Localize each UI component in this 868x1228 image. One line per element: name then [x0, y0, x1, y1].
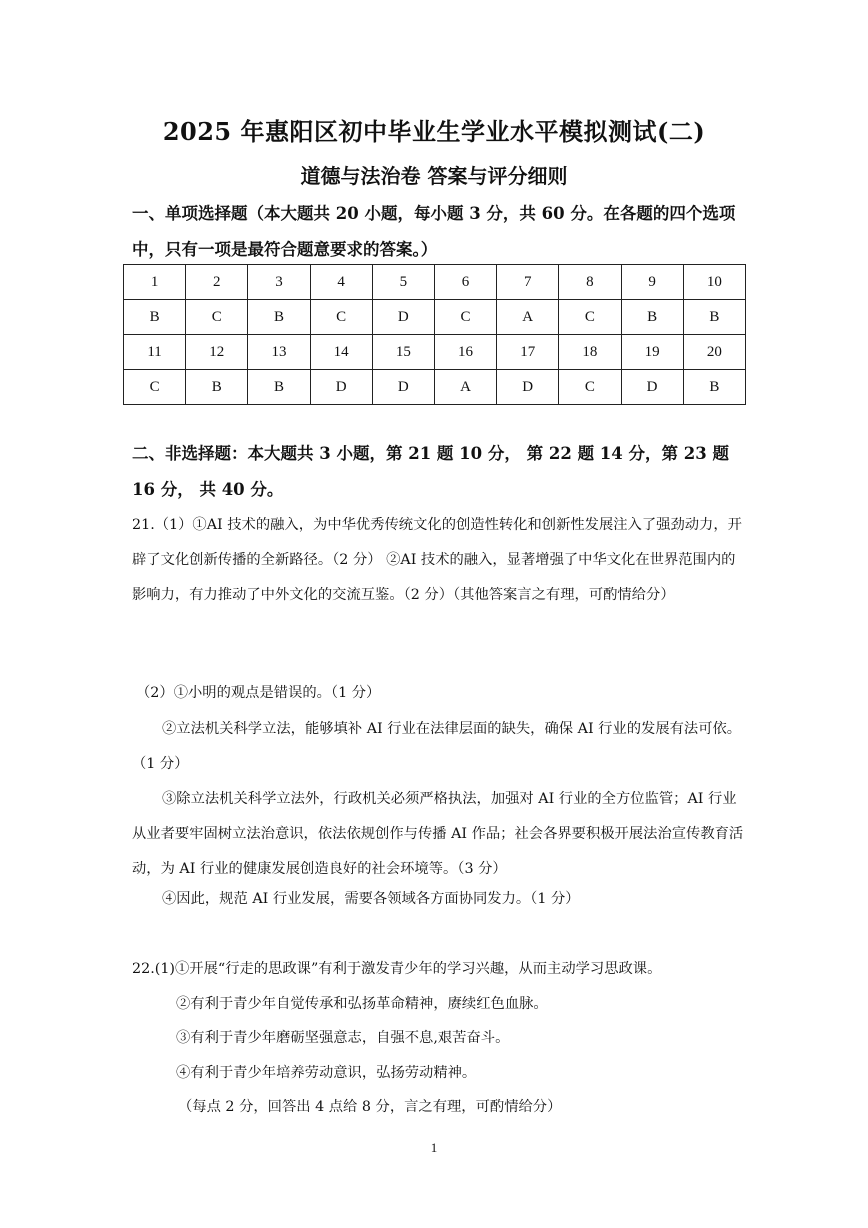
- question-number-cell: 19: [621, 335, 683, 370]
- answer-cell: C: [559, 370, 621, 405]
- question-number-cell: 16: [434, 335, 496, 370]
- section1-heading: 一、单项选择题（本大题共 20 小题，每小题 3 分，共 60 分。在各题的四个选项中，只有一项是最符合题意要求的答案。）: [132, 204, 736, 259]
- answer-cell: B: [124, 300, 186, 335]
- question-number-cell: 14: [310, 335, 372, 370]
- q22-line3: ③有利于青少年磨砺坚强意志，自强不息,艰苦奋斗。: [176, 1030, 510, 1046]
- question-number-cell: 13: [248, 335, 310, 370]
- q21-part2-b: ②立法机关科学立法，能够填补 AI 行业在法律层面的缺失，确保 AI 行业的发展有法可依。（1 分）: [132, 721, 742, 772]
- answer-cell: A: [497, 300, 559, 335]
- question-number-cell: 5: [372, 265, 434, 300]
- answer-cell: C: [124, 370, 186, 405]
- page-title: 2025 年惠阳区初中毕业生学业水平模拟测试(二): [162, 117, 706, 146]
- answer-cell: C: [186, 300, 248, 335]
- answer-cell: D: [372, 300, 434, 335]
- q22-line1: 22.(1)①开展“行走的思政课”有利于激发青少年的学习兴趣，从而主动学习思政课。: [132, 961, 662, 977]
- answer-cell: D: [621, 370, 683, 405]
- question-number-cell: 4: [310, 265, 372, 300]
- q22-scoring-note: （每点 2 分，回答出 4 点给 8 分，言之有理，可酌情给分）: [178, 1099, 562, 1115]
- answer-cell: B: [683, 300, 745, 335]
- question-number-cell: 8: [559, 265, 621, 300]
- answer-cell: C: [310, 300, 372, 335]
- page-subtitle: 道德与法治卷 答案与评分细则: [300, 164, 568, 188]
- q21-part2-d: ④因此，规范 AI 行业发展，需要各领域各方面协同发力。（1 分）: [162, 891, 580, 907]
- question-number-cell: 20: [683, 335, 745, 370]
- answer-cell: D: [497, 370, 559, 405]
- question-number-cell: 10: [683, 265, 745, 300]
- q21-part2-c: ③除立法机关科学立法外，行政机关必须严格执法，加强对 AI 行业的全方位监管；AI 行业从业者要牢固树立法治意识，依法依规创作与传播 AI 作品；社会各界要积极开展法治宣传教育活动，为 AI 行业的健康发展创造良好的社会环境等。（3 分）: [132, 791, 744, 877]
- q21-part1: 21.（1）①AI 技术的融入，为中华优秀传统文化的创造性转化和创新性发展注入了强劲动力，开辟了文化创新传播的全新路径。（2 分） ②AI 技术的融入，显著增强了中华文化在世界范围内的影响力，有力推动了中外文化的交流互鉴。（2 分）（其他答案言之有理，可酌情给分）: [132, 517, 742, 603]
- question-number-cell: 7: [497, 265, 559, 300]
- q22-line4: ④有利于青少年培养劳动意识，弘扬劳动精神。: [176, 1065, 477, 1081]
- answer-cell: D: [310, 370, 372, 405]
- question-number-cell: 11: [124, 335, 186, 370]
- answer-cell: B: [683, 370, 745, 405]
- question-number-cell: 1: [124, 265, 186, 300]
- answer-cell: B: [621, 300, 683, 335]
- page-number: 1: [430, 1140, 438, 1155]
- question-number-cell: 12: [186, 335, 248, 370]
- question-number-cell: 2: [186, 265, 248, 300]
- q21-part2-a: （2）①小明的观点是错误的。（1 分）: [136, 685, 381, 701]
- answer-cell: D: [372, 370, 434, 405]
- answer-cell: C: [434, 300, 496, 335]
- section2-heading: 二、非选择题：本大题共 3 小题，第 21 题 10 分， 第 22 题 14 分，第 23 题 16 分， 共 40 分。: [132, 444, 729, 499]
- question-number-cell: 15: [372, 335, 434, 370]
- answer-cell: B: [186, 370, 248, 405]
- answer-table: [123, 264, 746, 405]
- answer-table-row: [124, 335, 746, 370]
- question-number-cell: 6: [434, 265, 496, 300]
- answer-table-row: [124, 300, 746, 335]
- answer-cell: B: [248, 300, 310, 335]
- answer-table-row: [124, 370, 746, 405]
- question-number-cell: 9: [621, 265, 683, 300]
- q22-line2: ②有利于青少年自觉传承和弘扬革命精神，赓续红色血脉。: [176, 996, 548, 1012]
- answer-table-row: [124, 265, 746, 300]
- answer-cell: A: [434, 370, 496, 405]
- answer-cell: C: [559, 300, 621, 335]
- question-number-cell: 17: [497, 335, 559, 370]
- question-number-cell: 3: [248, 265, 310, 300]
- question-number-cell: 18: [559, 335, 621, 370]
- answer-cell: B: [248, 370, 310, 405]
